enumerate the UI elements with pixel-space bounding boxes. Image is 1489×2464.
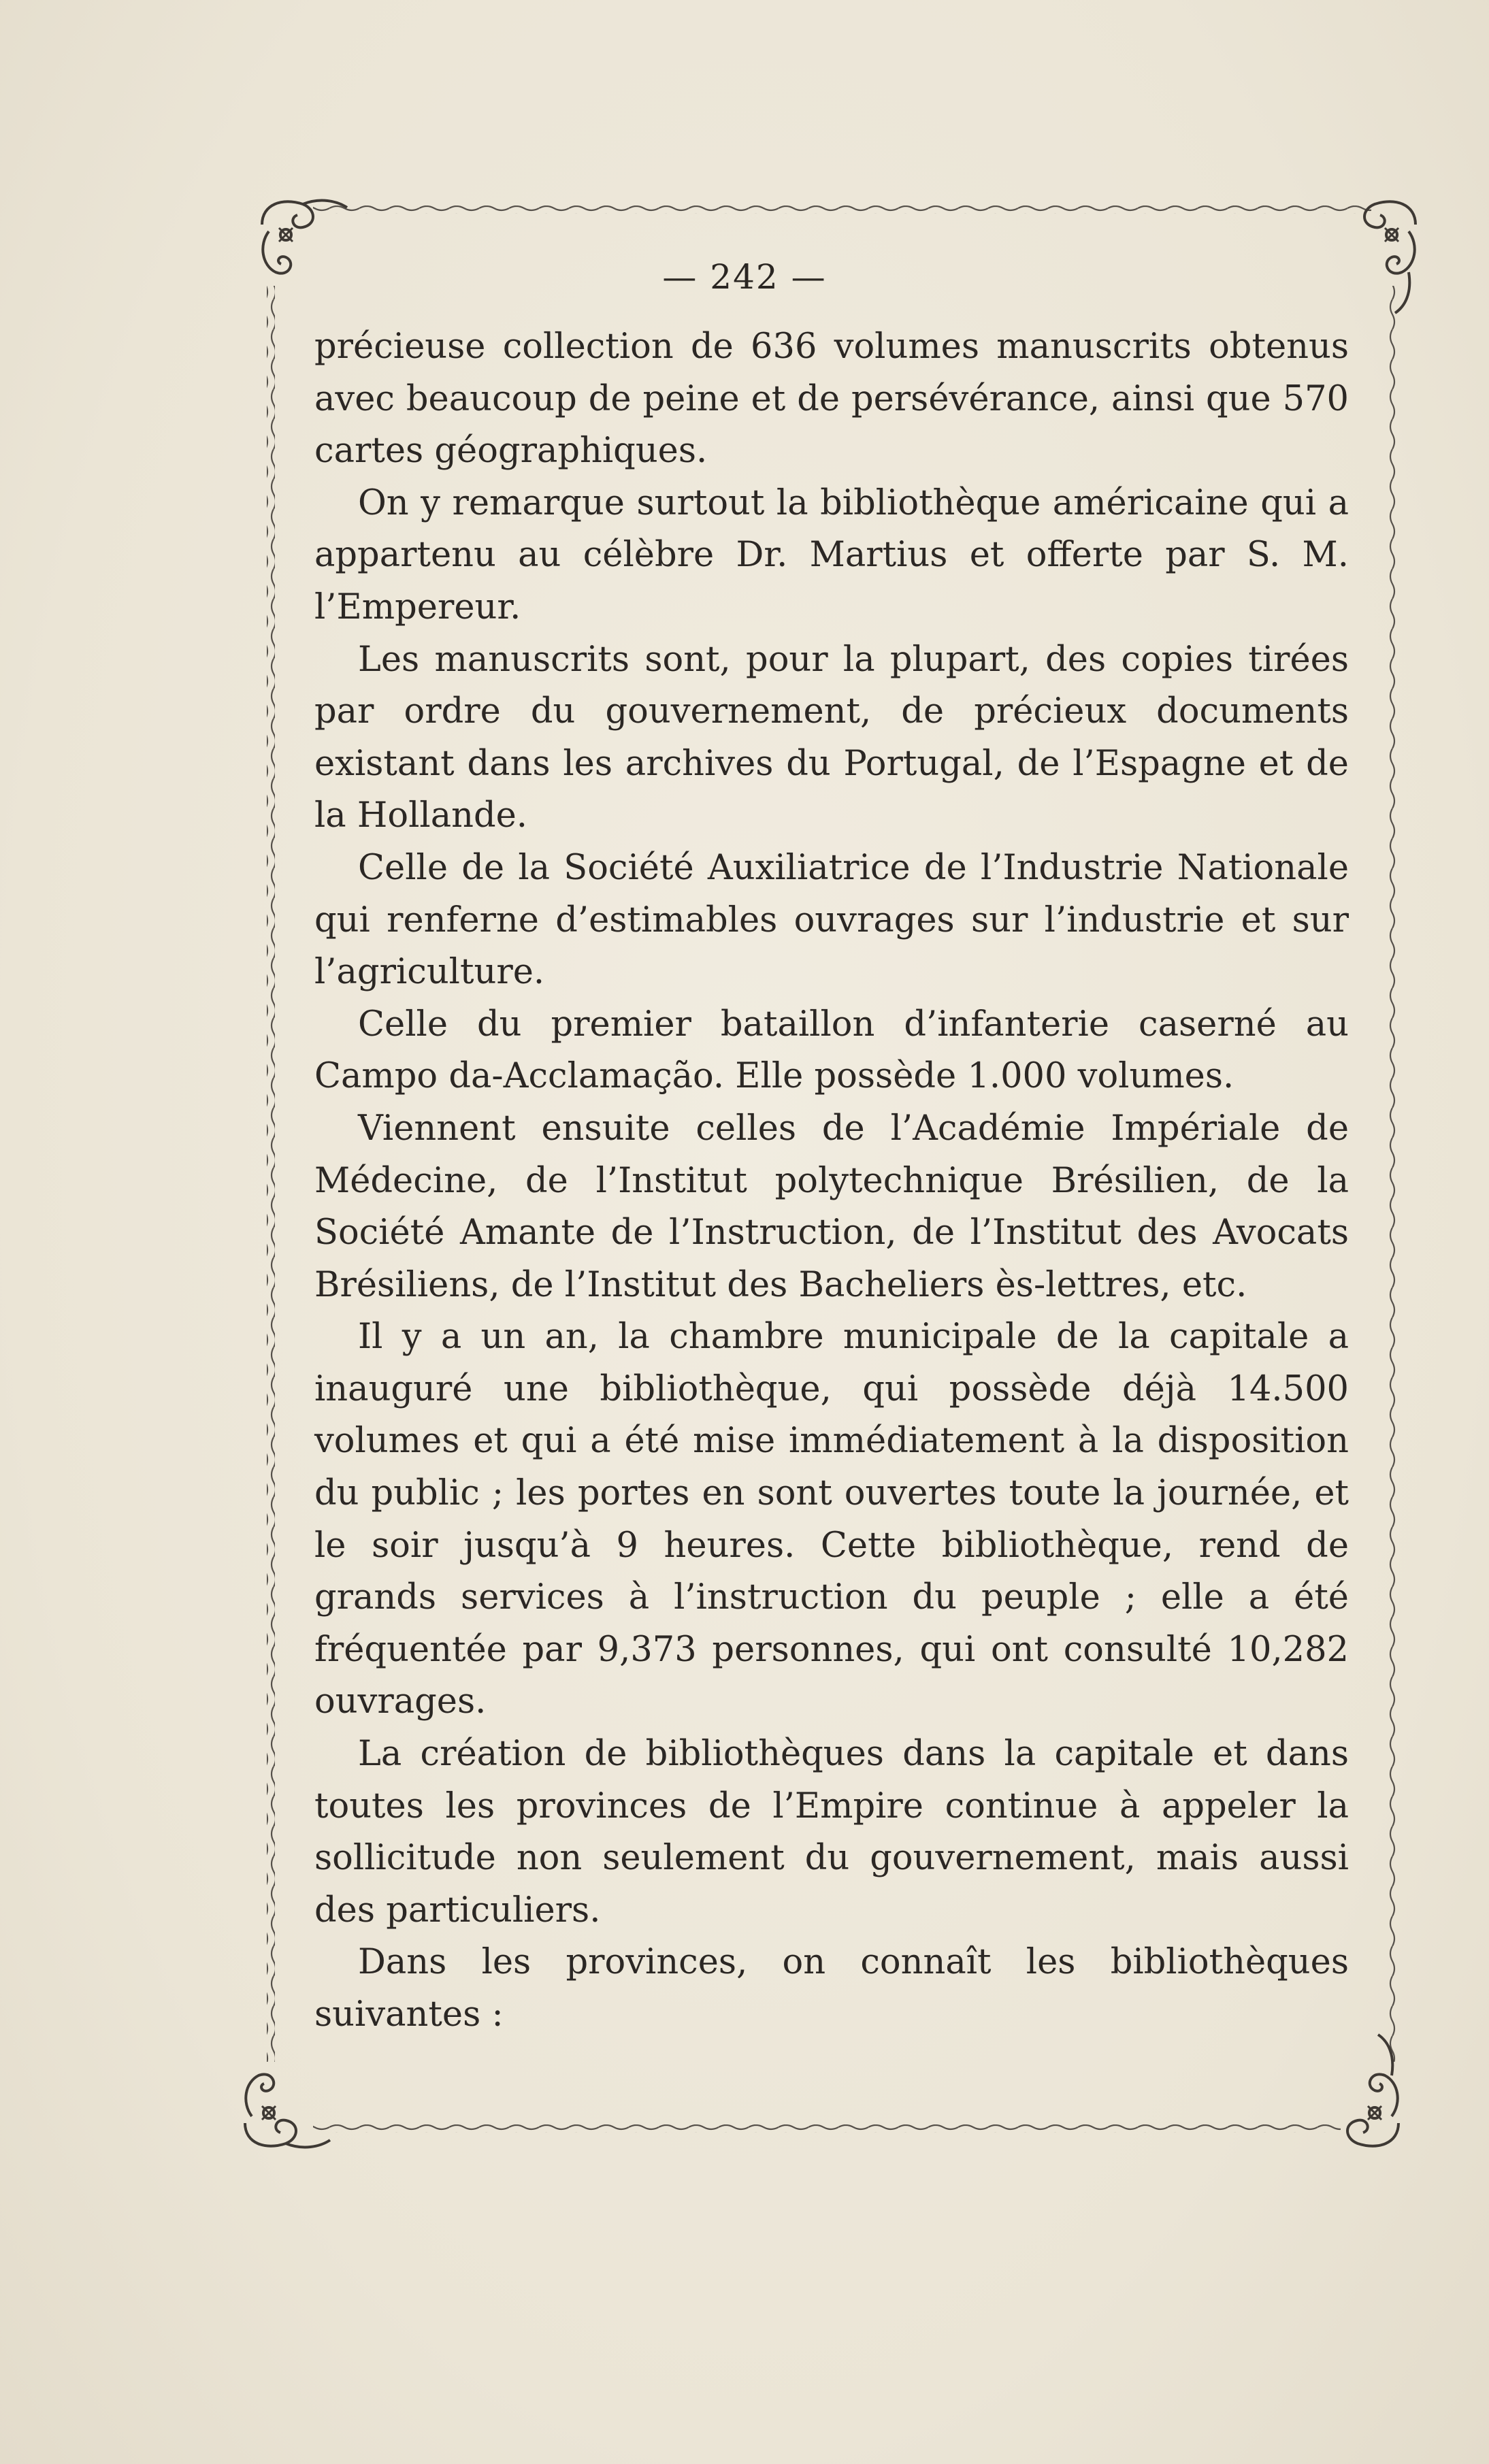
left-border <box>267 286 275 2062</box>
paragraph-1: précieuse collection de 636 volumes manuscrits obtenus avec beaucoup de peine et de persévérance, ainsi que 570 cartes géographiques. <box>314 327 1349 472</box>
bottom-border <box>313 2124 1341 2133</box>
top-border <box>313 206 1371 214</box>
paragraph-9: Dans les provinces, on connaît les bibliothèques suivantes : <box>314 1942 1349 2035</box>
body-text <box>314 321 1349 2041</box>
paragraph-4: Celle de la Société Auxiliatrice de l’Industrie Nationale qui renferne d’estimables ouvrages sur l’industrie et sur l’agriculture. <box>314 847 1349 993</box>
corner-bottom-right-icon <box>1347 2035 1398 2146</box>
corner-bottom-left-icon <box>245 2074 330 2147</box>
paragraph-3: Les manuscrits sont, pour la plupart, des copies tirées par ordre du gouvernement, de précieux documents existant dans les archives du Portugal, de l’Espagne et de la Hollande. <box>314 639 1349 836</box>
paragraph-2: On y remarque surtout la bibliothèque américaine qui a appartenu au célèbre Dr. Martius et offerte par S. M. l’Empereur. <box>314 482 1349 627</box>
right-border <box>1388 286 1396 2062</box>
paragraph-6: Viennent ensuite celles de l’Académie Impériale de Médecine, de l’Institut polytechnique Brésilien, de la Société Amante de l’Instruction, de l’Institut des Avocats Brésiliens, de l’Institut des Bacheliers ès-lettres, etc. <box>314 1108 1349 1305</box>
paragraph-7: Il y a un an, la chambre municipale de la capitale a inauguré une bibliothèque, qui possède déjà 14.500 volumes et qui a été mise immédiatement à la disposition du public ; les portes en sont ouvertes toute la journée, et le soir jusqu’à 9 heures. Cette bibliothèque, rend de grands services à l’instruction du peuple ; elle a été fréquentée par 9,373 personnes, qui ont consulté 10,282 ouvrages. <box>314 1317 1349 1722</box>
page-number: — 242 — <box>662 257 827 297</box>
paragraph-8: La création de bibliothèques dans la capitale et dans toutes les provinces de l’Empire continue à appeler la sollicitude non seulement du gouvernement, mais aussi des particuliers. <box>314 1734 1349 1931</box>
paragraph-5: Celle du premier bataillon d’infanterie caserné au Campo da-Acclamação. Elle possède 1.000 volumes. <box>314 1004 1349 1097</box>
